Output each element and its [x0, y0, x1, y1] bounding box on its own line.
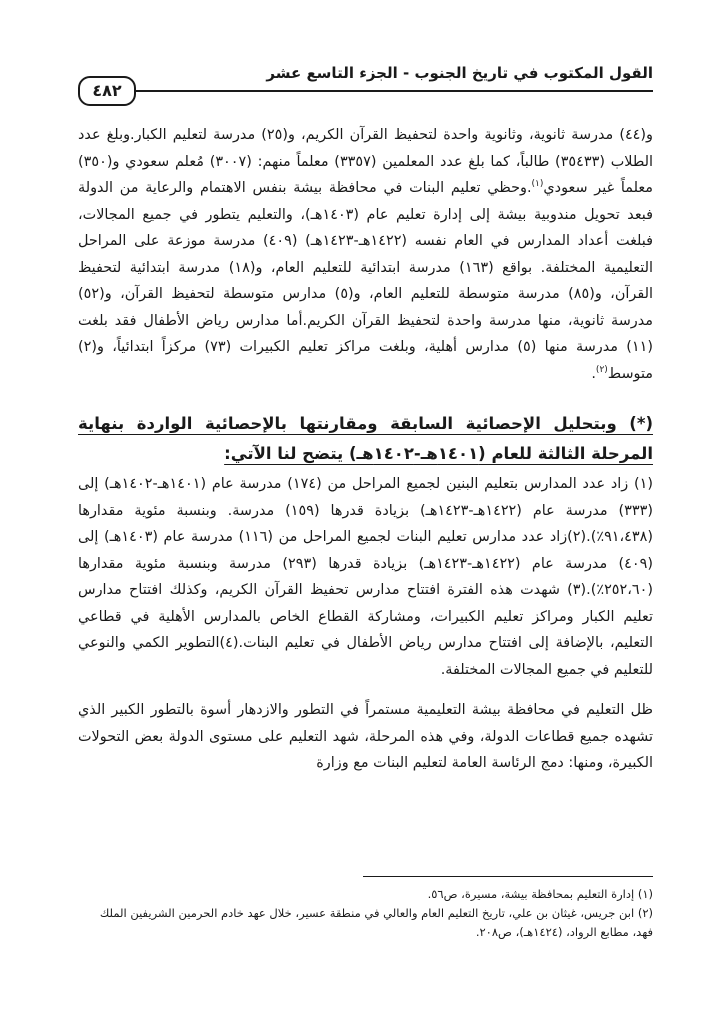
- main-text: [78, 122, 653, 777]
- paragraph-2: (١) زاد عدد المدارس بتعليم البنين لجميع المراحل من (١٧٤) مدرسة عام (١٤٠١هـ-١٤٠٢هـ) إلى (٣٣٣) مدرسة عام (١٤٢٢هـ-١٤٢٣هـ) بزيادة قدرها (١٥٩) مدرسة. وبنسبة مئوية مقدارها (٩١،٤٣٨٪).(٢)زاد عدد مدارس تعليم البنات لجميع المراحل من (١١٦) مدرسة عام (١٤٠٣هـ) إلى (٤٠٩) مدرسة عام (١٤٢٢هـ-١٤٢٣هـ) بزيادة قدرها (٢٩٣) مدرسة وبنسبة مئوية مقدارها (٢٥٢،٦٠٪).(٣) شهدت هذه الفترة افتتاح مدارس تحفيظ القرآن الكريم، وكذلك افتتاح مدارس تعليم الكبار ومراكز تعليم الكبيرات، ومشاركة القطاع الخاص بالمدارس الأهلية في قطاعي التعليم، بالإضافة إلى افتتاح مدارس رياض الأطفال في تعليم البنات.(٤)التطوير الكمي والنوعي للتعليم في جميع المجالات المختلفة.: [78, 476, 653, 678]
- paragraph-1-text: و(٤٤) مدرسة ثانوية، وثانوية واحدة لتحفيظ القرآن الكريم، و(٢٥) مدرسة لتعليم الكبار.وبلغ عدد الطلاب (٣٥٤٣٣) طالباً، كما بلغ عدد المعلمين (٣٣٥٧) معلماً منهم: (٣٠٠٧) مُعلم سعودي و(٣٥٠) معلماً غير سعودي: [78, 127, 654, 196]
- page-header: [78, 64, 653, 104]
- paragraph-1: [78, 122, 653, 387]
- footnote-ref-1: (١): [531, 179, 544, 190]
- paragraph-3: ظل التعليم في محافظة بيشة التعليمية مستمراً في التطور والازدهار أسوة بالتطور الكبير الذي تشهده جميع قطاعات الدولة، وفي هذه المرحلة، شهد التعليم على مستوى الدولة بعض التحولات الكبيرة، ومنها: دمج الرئاسة العامة لتعليم البنات مع وزارة: [78, 702, 653, 771]
- running-title: القول المكتوب في تاريخ الجنوب - الجزء التاسع عشر: [266, 64, 653, 82]
- paragraph-gap: [78, 683, 653, 697]
- footnote-divider: [363, 876, 653, 877]
- footnote-1: (١) إدارة التعليم بمحافظة بيشة، مسيرة، ص٥٦.: [427, 887, 653, 901]
- page-number: ٤٨٢: [78, 76, 136, 106]
- paragraph-1-end: .: [591, 365, 596, 382]
- footnotes: [78, 876, 653, 942]
- footnote-ref-2: (٢): [595, 364, 608, 375]
- header-divider: [78, 90, 653, 92]
- paragraph-1-continued: .وحظي تعليم البنات في محافظة بيشة بنفس الاهتمام والرعاية من الدولة فبعد تحويل مندوبية بيشة إلى إدارة تعليم عام (١٤٠٣هـ)، والتعليم يتطور في جميع المجالات، فبلغت أعداد المدارس في العام نفسه (١٤٢٢هـ-١٤٢٣هـ) (٤٠٩) مدرسة موزعة على المراحل التعليمية المختلفة. بواقع (١٦٣) مدرسة ابتدائية للتعليم العام، و(١٨) مدرسة ابتدائية لتحفيظ القرآن، و(٨٥) مدرسة متوسطة للتعليم العام، و(٥) مدارس متوسطة لتحفيظ القرآن، و(٥٢) مدرسة ثانوية، منها مدرسة واحدة لتحفيظ القرآن الكريم.أما مدارس رياض الأطفال فقد بلغت (١١) مدرسة منها (٥) مدارس أهلية، وبلغت مراكز تعليم الكبيرات (٧٣) مركزاً ابتدائياً، و(٢) متوسط: [78, 180, 653, 382]
- section-heading: (*) وبتحليل الإحصائية السابقة ومقارنتها بالإحصائية الواردة بنهاية المرحلة الثالثة للعام (١٤٠١هـ-١٤٠٢هـ) يتضح لنا الآتي:: [78, 414, 653, 463]
- footnote-2: (٢) ابن جريس، غيثان بن علي، تاريخ التعليم العام والعالي في منطقة عسير، خلال عهد خادم الحرمين الشريفين الملك فهد، مطابع الرواد، (١٤٢٤هـ)، ص٢٠٨.: [99, 906, 653, 939]
